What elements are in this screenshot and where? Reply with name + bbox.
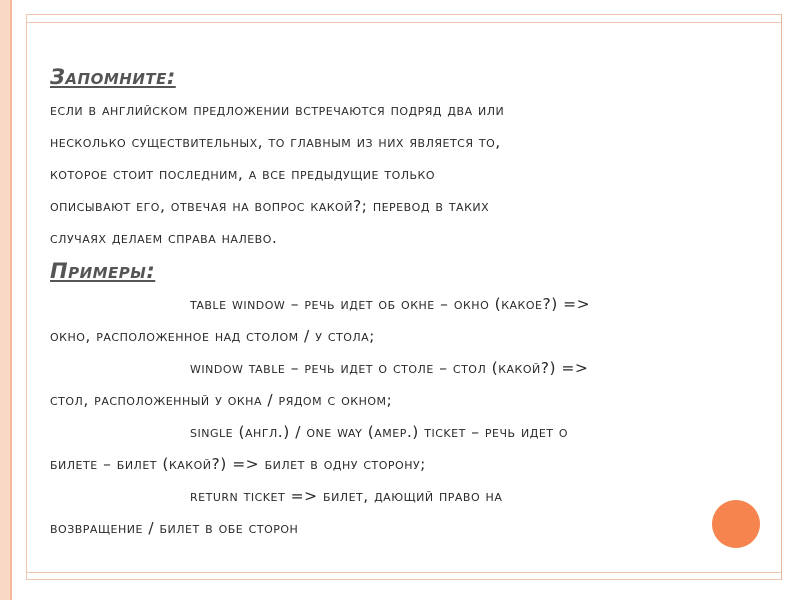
- example-line: стол, расположенный у окна / рядом с окном;: [50, 391, 393, 409]
- example-line: table window – речь идет об окне – окно (какое?) =>: [190, 295, 591, 313]
- top-rule: [26, 22, 782, 23]
- example-line: return ticket => билет, дающий право на: [190, 487, 503, 505]
- example-line: билете – билет (какой?) => билет в одну сторону;: [50, 455, 426, 473]
- rule-line: если в английском предложении встречаются подряд два или: [50, 101, 505, 119]
- bottom-rule: [26, 572, 782, 573]
- rule-line: несколько существительных, то главным из них является то,: [50, 133, 501, 151]
- example-line: возвращение / билет в обе сторон: [50, 519, 299, 537]
- rule-line: описывают его, отвечая на вопрос какой?; перевод в таких: [50, 197, 490, 215]
- rule-line: которое стоит последним, а все предыдущие только: [50, 165, 436, 183]
- remember-heading: Запомните:: [50, 65, 176, 89]
- slide-body: [50, 60, 770, 544]
- examples-heading: Примеры:: [50, 259, 156, 283]
- example-line: окно, расположенное над столом / у стола;: [50, 327, 375, 345]
- orange-circle-decoration: [712, 500, 760, 548]
- left-accent-bar: [0, 0, 12, 600]
- rule-line: случаях делаем справа налево.: [50, 229, 278, 247]
- example-line: single (англ.) / one way (амер.) ticket – речь идет о: [190, 423, 569, 441]
- right-rule: [781, 14, 782, 580]
- example-line: window table – речь идет о столе – стол (какой?) =>: [190, 359, 589, 377]
